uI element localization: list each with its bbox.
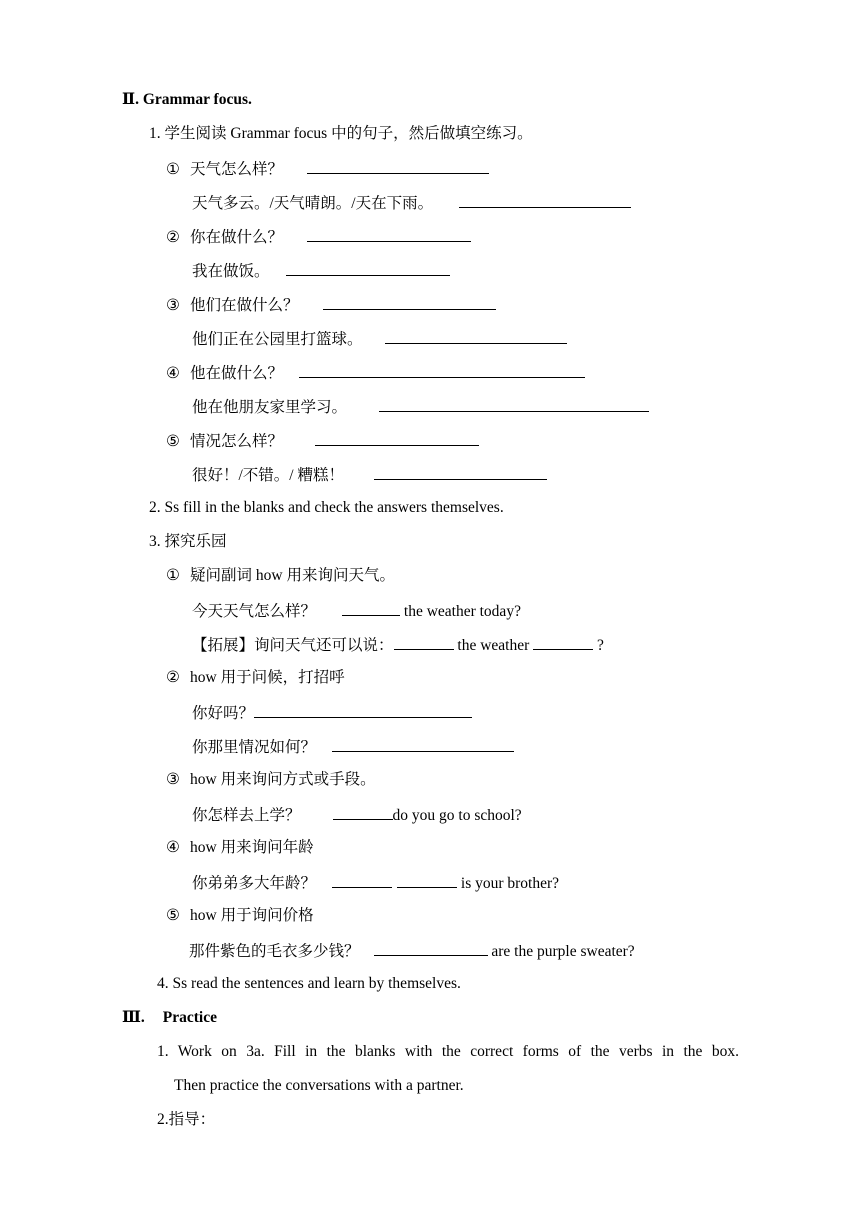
answer-blank[interactable] <box>286 260 450 276</box>
instruction-1: 1. 学生阅读 Grammar focus 中的句子，然后做填空练习。 <box>149 125 533 142</box>
answer-3 <box>192 328 567 350</box>
extension-label: 【拓展】询问天气还可以说： <box>192 637 394 654</box>
question-3-text: 他们在做什么？ <box>190 297 299 314</box>
explore-2-example-a <box>192 702 472 724</box>
question-1-text: 天气怎么样？ <box>190 161 284 178</box>
circled-number-3: ③ <box>166 771 180 788</box>
circled-number-5: ⑤ <box>166 433 180 450</box>
answer-blank[interactable] <box>307 226 471 242</box>
explore-1-example <box>192 600 521 622</box>
answer-blank[interactable] <box>394 634 454 650</box>
answer-blank[interactable] <box>332 736 514 752</box>
answer-blank[interactable] <box>374 464 547 480</box>
circled-number-1: ① <box>166 161 180 178</box>
answer-blank[interactable] <box>332 872 392 888</box>
question-3 <box>166 294 496 316</box>
answer-blank[interactable] <box>333 804 393 820</box>
extension-end: ? <box>593 637 604 654</box>
answer-3-text: 他们正在公园里打篮球。 <box>192 331 363 348</box>
section-3-heading <box>122 1008 217 1028</box>
explore-2-text: how 用于问候，打招呼 <box>190 669 345 686</box>
answer-1 <box>192 192 631 214</box>
answer-blank[interactable] <box>379 396 649 412</box>
explore-2 <box>166 668 345 688</box>
question-5-text: 情况怎么样？ <box>190 433 284 450</box>
example-chinese: 你怎样去上学？ <box>192 807 301 824</box>
answer-blank[interactable] <box>459 192 631 208</box>
answer-2 <box>192 260 450 282</box>
question-2 <box>166 226 471 248</box>
answer-blank[interactable] <box>374 940 488 956</box>
explore-3-text: how 用来询问方式或手段。 <box>190 771 376 788</box>
explore-3 <box>166 770 376 790</box>
example-chinese: 今天天气怎么样？ <box>192 603 317 620</box>
question-4-text: 他在做什么？ <box>190 365 284 382</box>
instruction-2: 2. Ss fill in the blanks and check the answers themselves. <box>149 499 504 516</box>
example-chinese: 那件紫色的毛衣多少钱？ <box>189 943 360 960</box>
circled-number-3: ③ <box>166 297 180 314</box>
explore-4-text: how 用来询问年龄 <box>190 839 314 856</box>
explore-5-text: how 用于询问价格 <box>190 907 314 924</box>
explore-3-example <box>192 804 522 826</box>
answer-blank[interactable] <box>307 158 489 174</box>
answer-blank[interactable] <box>315 430 479 446</box>
answer-blank[interactable] <box>323 294 496 310</box>
answer-4 <box>192 396 649 418</box>
section-2-heading: Ⅱ. Grammar focus. <box>122 91 252 108</box>
practice-instruction-2: 2.指导： <box>157 1111 216 1128</box>
section-3-numeral: Ⅲ. <box>122 1009 145 1026</box>
question-2-text: 你在做什么？ <box>190 229 284 246</box>
section-3-title: Practice <box>162 1009 217 1026</box>
answer-blank[interactable] <box>254 702 472 718</box>
explore-2-example-b <box>192 736 514 758</box>
explore-4 <box>166 838 314 858</box>
answer-5 <box>192 464 547 486</box>
question-5 <box>166 430 479 452</box>
example-chinese: 你那里情况如何？ <box>192 739 317 756</box>
explore-4-example <box>192 872 559 894</box>
explore-5 <box>166 906 314 926</box>
circled-number-2: ② <box>166 229 180 246</box>
answer-blank[interactable] <box>299 362 585 378</box>
answer-blank[interactable] <box>385 328 567 344</box>
example-chinese: 你好吗？ <box>192 705 255 722</box>
answer-blank[interactable] <box>533 634 593 650</box>
circled-number-2: ② <box>166 669 180 686</box>
example-english: are the purple sweater? <box>487 943 635 960</box>
circled-number-4: ④ <box>166 365 180 382</box>
answer-blank[interactable] <box>342 600 400 616</box>
instruction-4: 4. Ss read the sentences and learn by themselves. <box>157 975 461 992</box>
explore-1-extension <box>192 634 604 656</box>
circled-number-4: ④ <box>166 839 180 856</box>
answer-2-text: 我在做饭。 <box>192 263 270 280</box>
answer-4-text: 他在他朋友家里学习。 <box>192 399 348 416</box>
explore-1-text: 疑问副词 how 用来询问天气。 <box>190 567 395 584</box>
extension-mid: the weather <box>453 637 534 654</box>
explore-5-example <box>189 940 635 962</box>
answer-blank[interactable] <box>397 872 457 888</box>
example-chinese: 你弟弟多大年龄？ <box>192 875 317 892</box>
circled-number-5: ⑤ <box>166 907 180 924</box>
example-english: the weather today? <box>400 603 521 620</box>
example-english: is your brother? <box>457 875 560 892</box>
practice-instruction-1: 1. Work on 3a. Fill in the blanks with the correct forms of the verbs in the box. <box>157 1043 739 1060</box>
answer-5-text: 很好！/不错。/ 糟糕！ <box>192 467 344 484</box>
question-4 <box>166 362 585 384</box>
explore-1 <box>166 566 395 586</box>
instruction-3: 3. 探究乐园 <box>149 533 227 550</box>
example-english: do you go to school? <box>392 807 522 824</box>
question-1 <box>166 158 489 180</box>
answer-1-text: 天气多云。/天气晴朗。/天在下雨。 <box>192 195 434 212</box>
practice-instruction-1-cont: Then practice the conversations with a partner. <box>174 1077 464 1094</box>
circled-number-1: ① <box>166 567 180 584</box>
